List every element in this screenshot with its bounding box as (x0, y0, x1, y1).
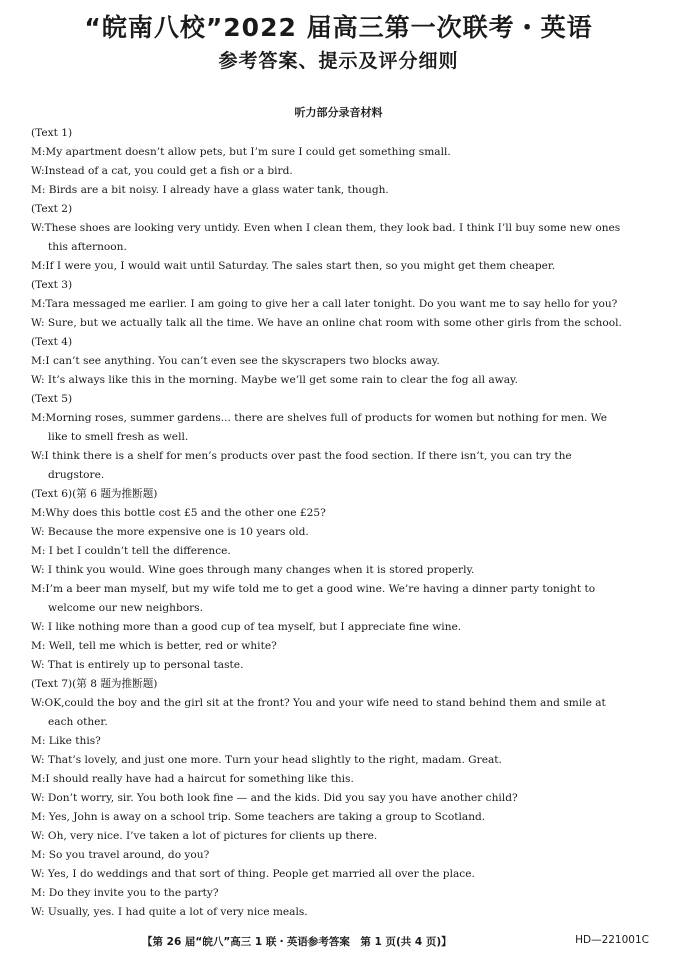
text-section-label: (Text 4) (31, 336, 73, 348)
transcript-line: W: Because the more expensive one is 10 years old. (31, 526, 309, 538)
transcript-body (31, 124, 650, 922)
document-subtitle: 参考答案、提示及评分细则 (218, 50, 459, 72)
transcript-line: W: That’s lovely, and just one more. Turn your head slightly to the right, madam. Great. (31, 754, 502, 766)
transcript-line: M:My apartment doesn’t allow pets, but I’m sure I could get something small. (31, 146, 451, 158)
transcript-line: this afternoon. (48, 241, 127, 253)
text-section-label: (Text 1) (31, 127, 73, 139)
transcript-line: M: So you travel around, do you? (31, 849, 210, 861)
section-heading: 听力部分录音材料 (294, 106, 383, 119)
footer-doc-code: HD—221001C (575, 934, 649, 946)
transcript-line: W: It’s always like this in the morning. Maybe we’ll get some rain to clear the fog all away. (31, 374, 518, 386)
transcript-line: each other. (48, 716, 108, 728)
transcript-line: M: Do they invite you to the party? (31, 887, 219, 899)
transcript-line: W: That is entirely up to personal taste. (31, 659, 244, 671)
transcript-line: W:OK,could the boy and the girl sit at the front? You and your wife need to stand behind them and smile at (31, 697, 606, 709)
text-section-label: (Text 3) (31, 279, 73, 291)
transcript-line: M:Morning roses, summer gardens... there are shelves full of products for women but nothing for men. We (31, 412, 608, 424)
transcript-line: like to smell fresh as well. (48, 431, 189, 443)
text-section-label: (Text 6)(第 6 题为推断题) (31, 488, 158, 500)
transcript-line: drugstore. (48, 469, 105, 481)
transcript-line: W:I think there is a shelf for men’s products over past the food section. If there isn’t, you can try the (31, 450, 572, 462)
transcript-line: W: I think you would. Wine goes through many changes when it is stored properly. (31, 564, 475, 576)
transcript-line: M: Yes, John is away on a school trip. Some teachers are taking a group to Scotland. (31, 811, 486, 823)
footer-page-info: 【第 26 届“皖八”高三 1 联・英语参考答案 第 1 页(共 4 页)】 (142, 936, 452, 948)
transcript-line: M:Why does this bottle cost £5 and the other one £25? (31, 507, 326, 519)
transcript-line: M: I bet I couldn’t tell the difference. (31, 545, 231, 557)
transcript-line: W: Oh, very nice. I’ve taken a lot of pictures for clients up there. (31, 830, 378, 842)
document-title: “皖南八校”2022 届高三第一次联考・英语 (84, 13, 593, 42)
transcript-line: M: Like this? (31, 735, 101, 747)
transcript-line: W:Instead of a cat, you could get a fish or a bird. (31, 165, 293, 177)
transcript-line: W: Yes, I do weddings and that sort of thing. People get married all over the place. (31, 868, 475, 880)
transcript-line: M:If I were you, I would wait until Saturday. The sales start then, so you might get them cheaper. (31, 260, 556, 272)
transcript-line: W: Usually, yes. I had quite a lot of very nice meals. (31, 906, 308, 918)
transcript-line: M:I should really have had a haircut for something like this. (31, 773, 354, 785)
transcript-line: M:I can’t see anything. You can’t even see the skyscrapers two blocks away. (31, 355, 440, 367)
page-footer (0, 934, 677, 952)
transcript-line: welcome our new neighbors. (48, 602, 203, 614)
transcript-line: W: Sure, but we actually talk all the time. We have an online chat room with some other girls from the school. (31, 317, 622, 329)
text-section-label: (Text 7)(第 8 题为推断题) (31, 678, 158, 690)
transcript-line: M:I’m a beer man myself, but my wife told me to get a good wine. We’re having a dinner party tonight to (31, 583, 596, 595)
transcript-line: W: Don’t worry, sir. You both look fine — and the kids. Did you say you have another child? (31, 792, 518, 804)
text-section-label: (Text 5) (31, 393, 73, 405)
transcript-line: M: Birds are a bit noisy. I already have a glass water tank, though. (31, 184, 389, 196)
transcript-line: M:Tara messaged me earlier. I am going to give her a call later tonight. Do you want me to say hello for you? (31, 298, 618, 310)
transcript-line: W:These shoes are looking very untidy. Even when I clean them, they look bad. I think I’ll buy some new ones (31, 222, 621, 234)
text-section-label: (Text 2) (31, 203, 73, 215)
transcript-line: W: I like nothing more than a good cup of tea myself, but I appreciate fine wine. (31, 621, 462, 633)
transcript-line: M: Well, tell me which is better, red or white? (31, 640, 277, 652)
